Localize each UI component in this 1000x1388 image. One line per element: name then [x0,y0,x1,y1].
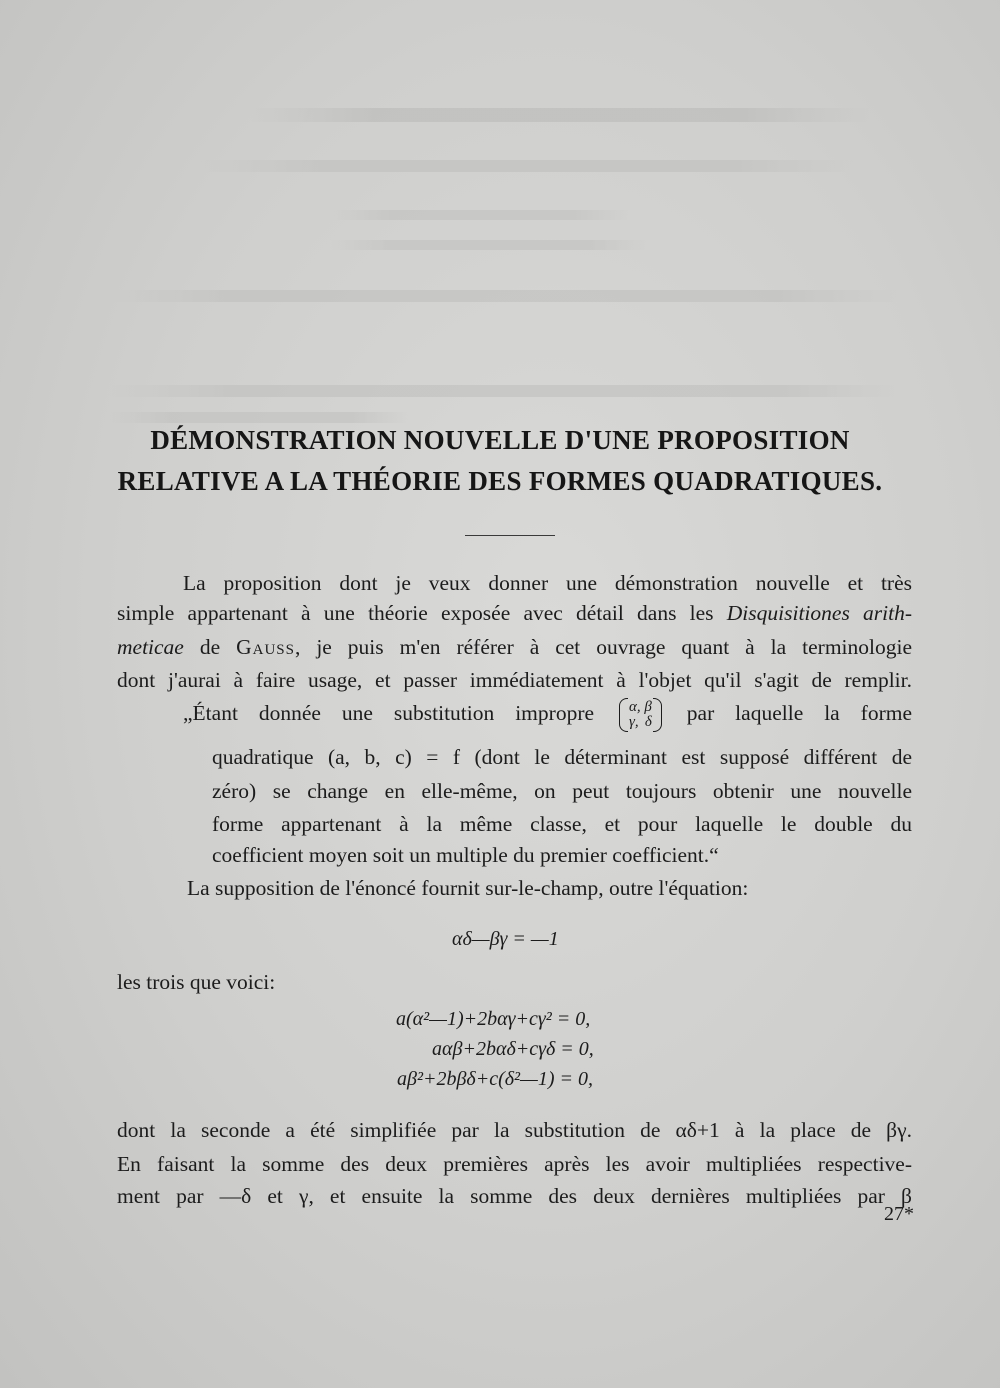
bleed-through-mark [330,240,650,250]
article-title-line-2: RELATIVE A LA THÉORIE DES FORMES QUADRATIQUES. [117,466,883,496]
text-span: , je puis m'en référer à cet ouvrage quant à la terminologie [294,635,913,659]
bleed-through-mark [200,160,860,172]
quote-line-5: coefficient moyen soit un multiple du premier coefficient.“ [212,843,719,867]
bleed-through-mark [110,290,900,302]
quote-line-3: zéro) se change en elle-même, on peut toujours obtenir une nouvelle [212,779,912,803]
equation-4: aβ²+2bβδ+c(δ²—1) = 0, [397,1068,593,1090]
bleed-through-mark [110,385,900,397]
quote-line-2: quadratique (a, b, c) = f (dont le déterminant est supposé différent de [212,745,912,769]
bleed-through-mark [250,108,870,122]
matrix-row-2: γ, δ [628,714,652,730]
matrix-row-1: α, β [628,699,652,715]
text-span: par laquelle la forme [686,700,912,725]
substitution-matrix [619,700,662,730]
equation-2: a(α²—1)+2bαγ+cγ² = 0, [396,1008,591,1030]
equation-3: aαβ+2bαδ+cγδ = 0, [432,1038,594,1060]
text-span: „Étant donnée une substitution impropre [183,700,595,725]
book-title: Disquisitiones arith- [726,601,913,625]
bleed-through-mark [110,412,410,423]
book-title-continued: meticae [117,635,184,659]
author-name: Gauss [236,635,295,659]
paragraph-2: La supposition de l'énoncé fournit sur-le-champ, outre l'équation: [187,876,749,900]
paragraph-4-line-2: En faisant la somme des deux premières après les avoir multipliées respective- [117,1152,912,1176]
paragraph-1-line-3 [117,635,912,660]
equation-1: αδ—βγ = —1 [452,928,559,950]
article-title-line-1: DÉMONSTRATION NOUVELLE D'UNE PROPOSITION [150,425,850,455]
title-rule [465,535,555,536]
quote-line-1 [183,700,912,730]
text-span: simple appartenant à une théorie exposée avec détail dans les [117,601,714,625]
bleed-through-mark [330,210,630,220]
paragraph-4-line-1: dont la seconde a été simplifiée par la substitution de αδ+1 à la place de βγ. [117,1118,912,1142]
text-span: de [199,635,221,659]
paragraph-4-line-3: ment par —δ et γ, et ensuite la somme des deux dernières multipliées par β [117,1184,912,1208]
page-number: 27* [884,1203,914,1225]
paragraph-1-line-4: dont j'aurai à faire usage, et passer immédiatement à l'objet qu'il s'agit de remplir. [117,668,912,692]
paragraph-1-line-2 [117,601,912,626]
paragraph-3: les trois que voici: [117,970,276,994]
paragraph-1-line-1: La proposition dont je veux donner une démonstration nouvelle et très [183,571,912,595]
quote-line-4: forme appartenant à la même classe, et pour laquelle le double du [212,812,912,836]
